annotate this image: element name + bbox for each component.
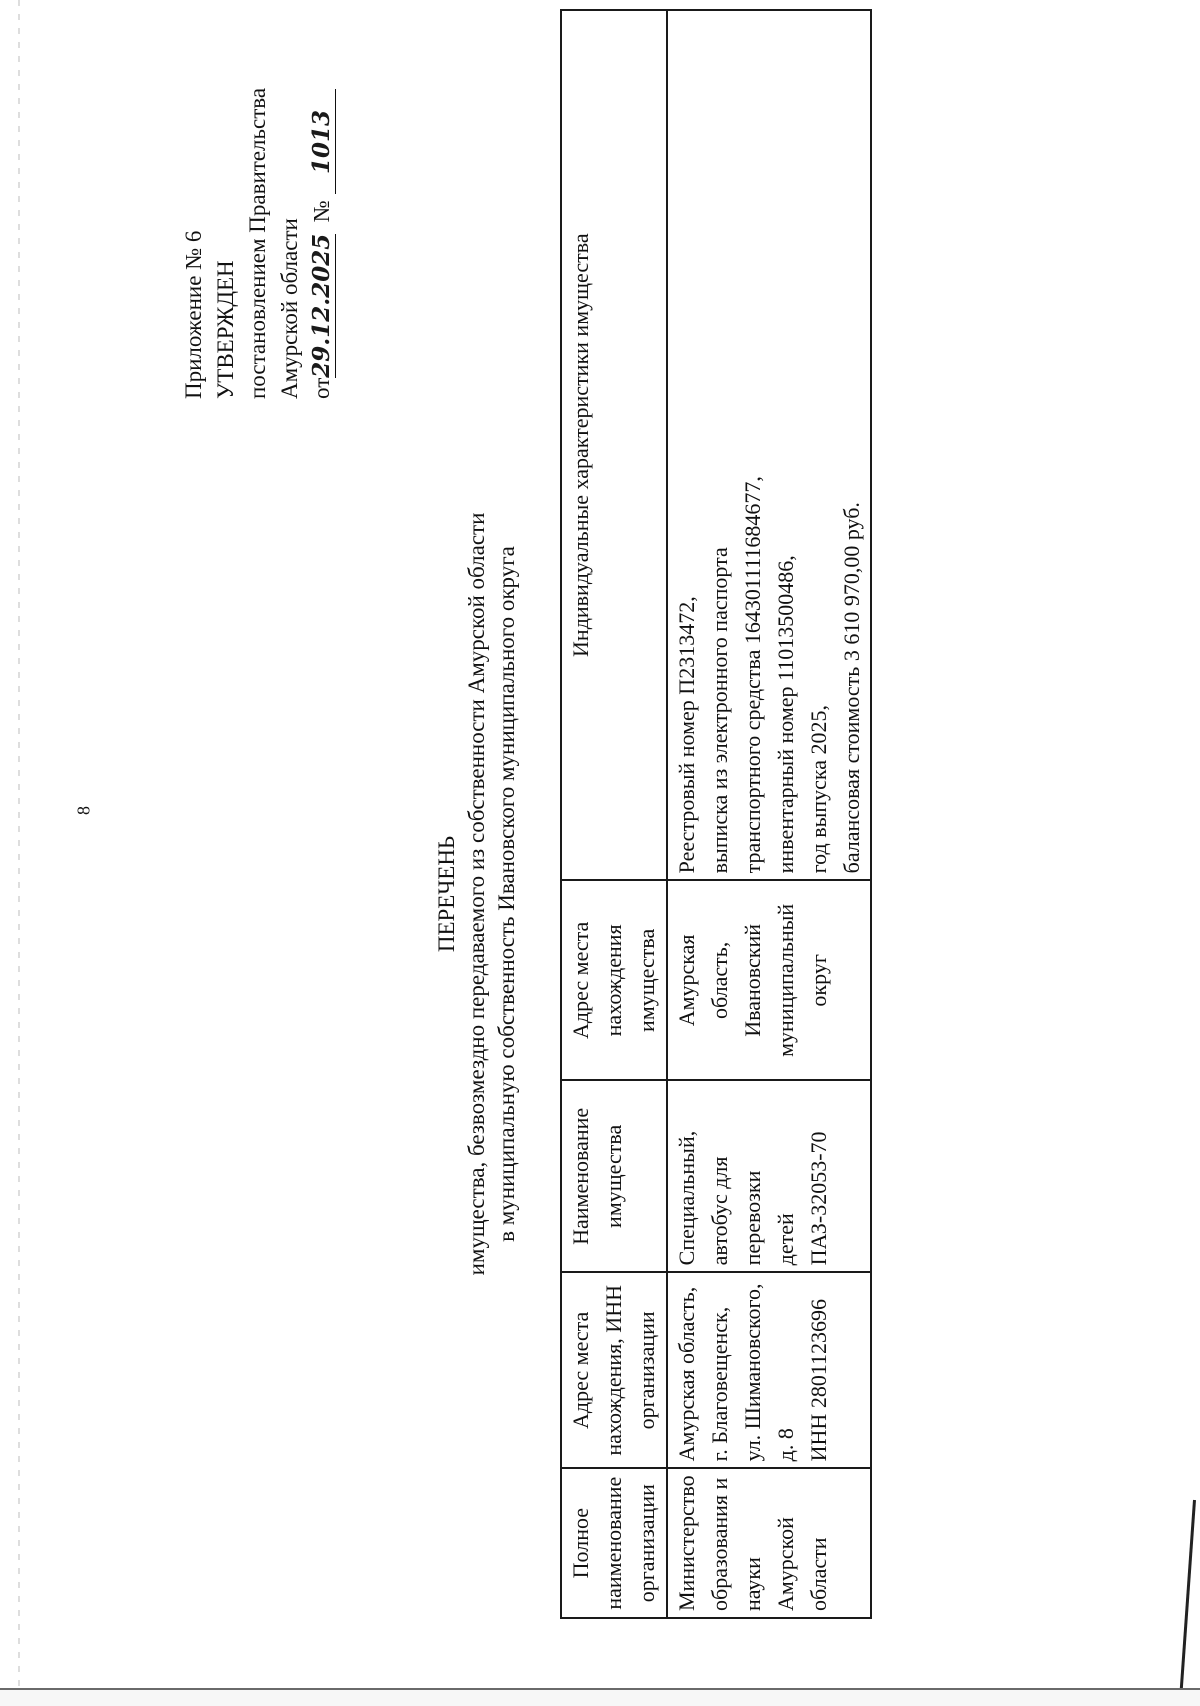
cell-text: ИНН 2801123696 (806, 1298, 831, 1462)
table-row (667, 10, 871, 1618)
cell-text: инвентарный номер 11013500486, (773, 555, 798, 874)
header-property-address (561, 880, 667, 1080)
handwritten-number: 1013 (309, 90, 336, 195)
cell-text: г. Благовещенск, (707, 1306, 732, 1462)
cell-text: перевозки (740, 1170, 765, 1266)
title-line-2: в муниципальную собственность Ивановского муниципального округа (494, 546, 519, 1242)
title-line-1: имущества, безвозмездно передаваемого из собственности Амурской области (464, 512, 489, 1276)
header-text: имущества (601, 1124, 626, 1228)
cell-text: выписка из электронного паспорта (707, 547, 732, 874)
header-org-name (561, 1468, 667, 1618)
header-text: нахождения (601, 924, 626, 1037)
cell-text: ПАЗ-32053-70 (806, 1131, 831, 1266)
header-text: имущества (634, 928, 659, 1032)
cell-text: автобус для (707, 1156, 732, 1266)
cell-text: Амурская (674, 934, 699, 1027)
cell-text: Ивановский (740, 923, 765, 1037)
title-heading: ПЕРЕЧЕНЬ (434, 835, 459, 953)
cell-text: область, (707, 941, 732, 1019)
cell-text: округ (806, 954, 831, 1007)
cell-text: науки (740, 1557, 765, 1611)
cell-text: Амурская область, (674, 1286, 699, 1462)
header-text: Адрес места (568, 921, 593, 1039)
cell-text: год выпуска 2025, (806, 704, 831, 874)
header-text: нахождения, ИНН (601, 1285, 626, 1456)
header-text: Полное (568, 1507, 593, 1579)
header-text: Адрес места (568, 1311, 593, 1429)
cell-text: Министерство (674, 1475, 699, 1611)
approval-line-2: УТВЕРЖДЕН (213, 260, 238, 399)
header-text: организации (634, 1311, 659, 1430)
cell-characteristics (667, 10, 871, 880)
header-org-address (561, 1272, 667, 1468)
table-header-row (561, 10, 667, 1618)
property-table (560, 9, 872, 1619)
document-title (432, 184, 522, 1604)
cell-text: муниципальный (773, 903, 798, 1057)
header-property-name (561, 1080, 667, 1272)
approval-date-line (306, 19, 338, 399)
approval-line-3: постановлением Правительства (245, 87, 270, 399)
approval-line-1: Приложение № 6 (181, 230, 206, 399)
header-text: наименование (601, 1476, 626, 1610)
cell-text: Специальный, (674, 1130, 699, 1266)
header-text: Индивидуальные характеристики имущества (568, 233, 593, 657)
cell-org-address (667, 1272, 871, 1468)
cell-text: детей (773, 1213, 798, 1266)
cell-text: балансовая стоимость 3 610 970,00 руб. (839, 502, 864, 874)
header-characteristics (561, 10, 667, 880)
cell-property-name (667, 1080, 871, 1272)
approval-line-4: Амурской области (277, 218, 302, 399)
handwritten-date: 29.12.2025 (308, 233, 335, 378)
cell-text: области (806, 1537, 831, 1611)
date-prefix: от (309, 377, 334, 399)
header-text: Наименование (568, 1107, 593, 1245)
approval-block (178, 19, 338, 399)
cell-text: д. 8 (773, 1428, 798, 1462)
cell-text: транспортного средства 164301111684677, (740, 476, 765, 874)
cell-text: Реестровый номер П2313472, (674, 596, 699, 874)
cell-org-name (667, 1468, 871, 1618)
cell-property-address (667, 880, 871, 1080)
cell-text: ул. Шимановского, (740, 1283, 765, 1462)
header-text: организации (634, 1484, 659, 1603)
number-prefix: № (309, 200, 334, 223)
cell-text: Амурской (773, 1517, 798, 1611)
page-number: 8 (73, 806, 94, 815)
cell-text: образования и (707, 1477, 732, 1611)
